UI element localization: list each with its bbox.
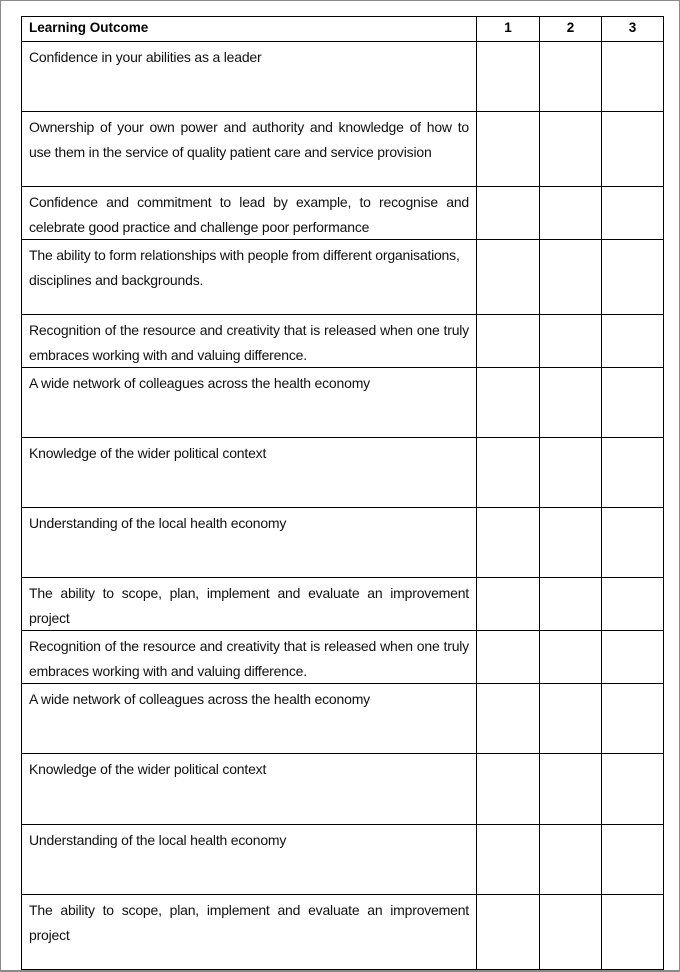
rating-cell-3[interactable] <box>602 315 664 368</box>
rating-cell-1[interactable] <box>477 315 540 368</box>
rating-cell-2[interactable] <box>540 895 602 970</box>
rating-cell-1[interactable] <box>477 578 540 631</box>
table-row <box>22 315 664 368</box>
rating-cell-1[interactable] <box>477 240 540 315</box>
rating-cell-2[interactable] <box>540 240 602 315</box>
learning-outcome-text: The ability to scope, plan, implement and evaluate an improvement project <box>22 895 477 970</box>
header-rating-1: 1 <box>477 17 540 42</box>
rating-cell-3[interactable] <box>602 187 664 240</box>
rating-cell-3[interactable] <box>602 631 664 684</box>
rating-cell-3[interactable] <box>602 508 664 578</box>
learning-outcome-text: Knowledge of the wider political context <box>22 438 477 508</box>
learning-outcome-text: A wide network of colleagues across the health economy <box>22 684 477 754</box>
rating-cell-3[interactable] <box>602 112 664 187</box>
table-row <box>22 112 664 187</box>
learning-outcome-text: Ownership of your own power and authority and knowledge of how to use them in the service of quality patient care and service provision <box>22 112 477 187</box>
learning-outcome-text: Recognition of the resource and creativity that is released when one truly embraces working with and valuing difference. <box>22 315 477 368</box>
rating-cell-1[interactable] <box>477 112 540 187</box>
rating-cell-2[interactable] <box>540 112 602 187</box>
table-row <box>22 895 664 970</box>
rating-cell-1[interactable] <box>477 508 540 578</box>
rating-cell-3[interactable] <box>602 368 664 438</box>
learning-outcome-text: Confidence in your abilities as a leader <box>22 42 477 112</box>
table-header-row <box>22 17 664 42</box>
table-row <box>22 684 664 754</box>
table-row <box>22 42 664 112</box>
rating-cell-2[interactable] <box>540 578 602 631</box>
table-row <box>22 187 664 240</box>
rating-cell-1[interactable] <box>477 438 540 508</box>
learning-outcome-table <box>21 16 664 970</box>
rating-cell-2[interactable] <box>540 508 602 578</box>
header-learning-outcome: Learning Outcome <box>22 17 477 42</box>
rating-cell-2[interactable] <box>540 754 602 825</box>
rating-cell-3[interactable] <box>602 895 664 970</box>
table-row <box>22 754 664 825</box>
table-row <box>22 508 664 578</box>
learning-outcome-text: Understanding of the local health economy <box>22 825 477 895</box>
table-row <box>22 825 664 895</box>
rating-cell-1[interactable] <box>477 368 540 438</box>
learning-outcome-text: A wide network of colleagues across the health economy <box>22 368 477 438</box>
rating-cell-3[interactable] <box>602 825 664 895</box>
rating-cell-2[interactable] <box>540 368 602 438</box>
learning-outcome-text: Understanding of the local health economy <box>22 508 477 578</box>
rating-cell-1[interactable] <box>477 42 540 112</box>
rating-cell-1[interactable] <box>477 631 540 684</box>
rating-cell-3[interactable] <box>602 578 664 631</box>
header-rating-3: 3 <box>602 17 664 42</box>
rating-cell-2[interactable] <box>540 631 602 684</box>
table-row <box>22 368 664 438</box>
learning-outcome-text: Confidence and commitment to lead by example, to recognise and celebrate good practice and challenge poor performance <box>22 187 477 240</box>
rating-cell-2[interactable] <box>540 825 602 895</box>
rating-cell-2[interactable] <box>540 438 602 508</box>
rating-cell-1[interactable] <box>477 684 540 754</box>
rating-cell-1[interactable] <box>477 187 540 240</box>
rating-cell-3[interactable] <box>602 240 664 315</box>
table-row <box>22 240 664 315</box>
learning-outcome-text: The ability to scope, plan, implement and evaluate an improvement project <box>22 578 477 631</box>
rating-cell-1[interactable] <box>477 825 540 895</box>
rating-cell-2[interactable] <box>540 315 602 368</box>
rating-cell-3[interactable] <box>602 684 664 754</box>
table-row <box>22 631 664 684</box>
table-row <box>22 438 664 508</box>
rating-cell-2[interactable] <box>540 684 602 754</box>
rating-cell-2[interactable] <box>540 42 602 112</box>
rating-cell-1[interactable] <box>477 895 540 970</box>
rating-cell-3[interactable] <box>602 438 664 508</box>
learning-outcome-text: The ability to form relationships with people from different organisations, disciplines and backgrounds. <box>22 240 477 315</box>
learning-outcome-text: Recognition of the resource and creativity that is released when one truly embraces working with and valuing difference. <box>22 631 477 684</box>
table-row <box>22 578 664 631</box>
rating-cell-3[interactable] <box>602 42 664 112</box>
rating-cell-1[interactable] <box>477 754 540 825</box>
rating-cell-3[interactable] <box>602 754 664 825</box>
rating-cell-2[interactable] <box>540 187 602 240</box>
learning-outcome-text: Knowledge of the wider political context <box>22 754 477 825</box>
header-rating-2: 2 <box>540 17 602 42</box>
